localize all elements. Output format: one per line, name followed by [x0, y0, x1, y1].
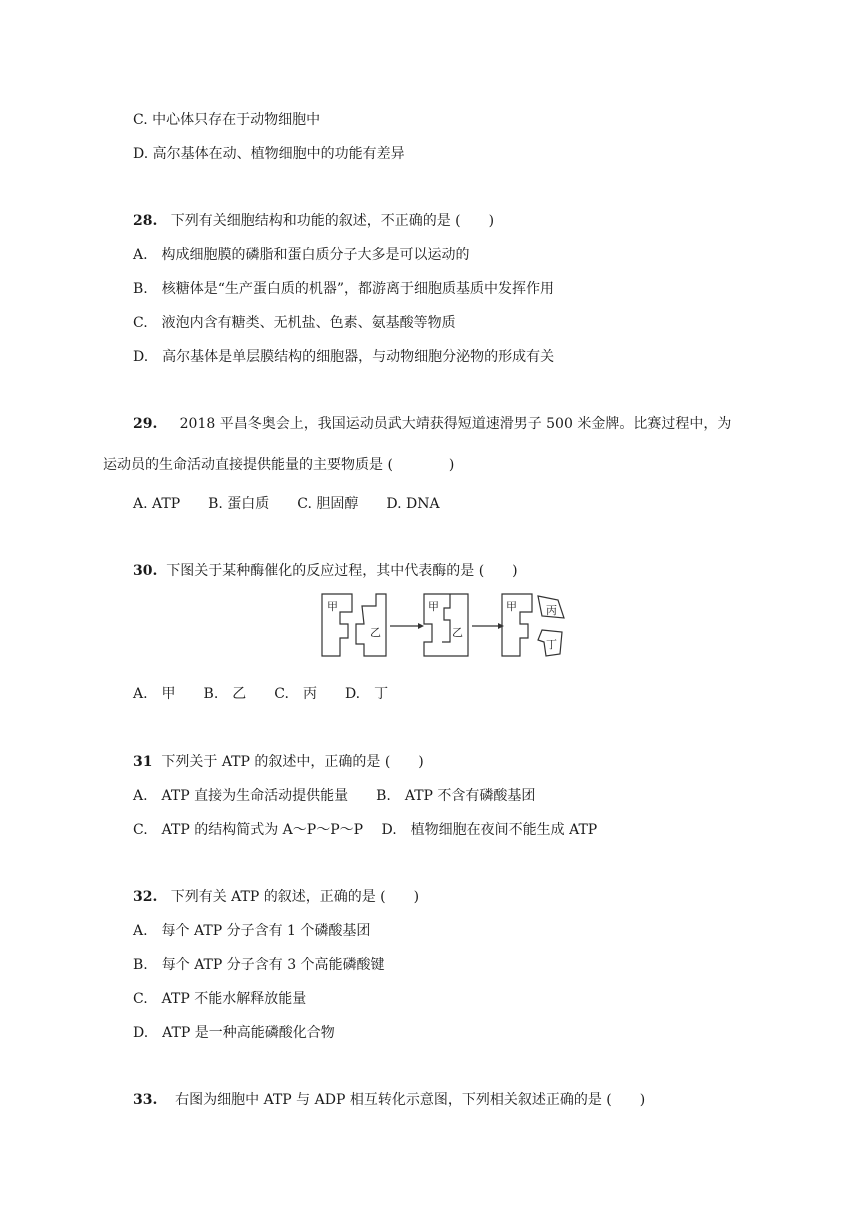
question-number: 32. — [133, 889, 158, 905]
question-32-stem — [133, 887, 419, 907]
label-yi-2: 乙 — [452, 626, 463, 639]
question-text: 下列有关细胞结构和功能的叙述，不正确的是 ( ) — [170, 213, 495, 229]
q30-options: A. 甲 B. 乙 C. 丙 D. 丁 — [133, 686, 389, 702]
label-jia-3: 甲 — [506, 600, 517, 613]
q31-options-row2: C. ATP 的结构简式为 A～P～P～P D. 植物细胞在夜间不能生成 ATP — [133, 822, 598, 838]
question-33-stem — [133, 1090, 645, 1110]
question-text: 右图为细胞中 ATP 与 ADP 相互转化示意图，下列相关叙述正确的是 ( ) — [175, 1092, 646, 1108]
question-text: 下列有关 ATP 的叙述，正确的是 ( ) — [170, 889, 420, 905]
q29-options: A. ATP B. 蛋白质 C. 胆固醇 D. DNA — [133, 496, 440, 512]
q31-options-row1: A. ATP 直接为生命活动提供能量 B. ATP 不含有磷酸基团 — [133, 788, 536, 804]
q28-option-b: B. 核糖体是“生产蛋白质的机器”，都游离于细胞质基质中发挥作用 — [133, 281, 555, 297]
question-number: 29. — [133, 416, 158, 432]
question-30-stem — [133, 561, 518, 581]
label-bing: 丙 — [546, 604, 557, 617]
label-yi: 乙 — [370, 626, 381, 639]
q28-option-d: D. 高尔基体是单层膜结构的细胞器，与动物细胞分泌物的形成有关 — [133, 349, 555, 365]
arrowhead-1 — [418, 623, 424, 629]
q32-option-a: A. 每个 ATP 分子含有 1 个磷酸基团 — [133, 923, 371, 939]
option-d: D. 高尔基体在动、植物细胞中的功能有差异 — [133, 146, 405, 162]
arrowhead-2 — [498, 623, 504, 629]
q32-option-c: C. ATP 不能水解释放能量 — [133, 991, 307, 1007]
q32-option-b: B. 每个 ATP 分子含有 3 个高能磷酸键 — [133, 957, 385, 973]
label-jia: 甲 — [327, 600, 338, 613]
q28-option-c: C. 液泡内含有糖类、无机盐、色素、氨基酸等物质 — [133, 315, 456, 331]
q32-option-d: D. ATP 是一种高能磷酸化合物 — [133, 1025, 335, 1041]
question-29-stem — [133, 414, 731, 434]
question-number: 30. — [133, 563, 158, 579]
question-28-stem — [133, 211, 494, 231]
question-text: 2018 平昌冬奥会上，我国运动员武大靖获得短道速滑男子 500 米金牌。比赛过程中，为 — [179, 416, 732, 432]
label-ding: 丁 — [546, 638, 557, 651]
question-number: 28. — [133, 213, 158, 229]
question-31-stem — [133, 752, 424, 772]
question-text: 下列关于 ATP 的叙述中，正确的是 ( ) — [161, 754, 424, 770]
label-jia-2: 甲 — [428, 600, 439, 613]
option-c: C. 中心体只存在于动物细胞中 — [133, 112, 321, 128]
substrate-yi-shape — [356, 594, 386, 656]
q28-option-a: A. 构成细胞膜的磷脂和蛋白质分子大多是可以运动的 — [133, 247, 470, 263]
question-29-stem-cont: 运动员的生命活动直接提供能量的主要物质是 ( ) — [103, 457, 455, 473]
question-number: 31 — [133, 754, 153, 770]
question-text: 下图关于某种酶催化的反应过程，其中代表酶的是 ( ) — [166, 563, 518, 579]
enzyme-reaction-diagram — [318, 590, 570, 662]
complex-divider — [442, 594, 450, 642]
question-number: 33. — [133, 1092, 158, 1108]
